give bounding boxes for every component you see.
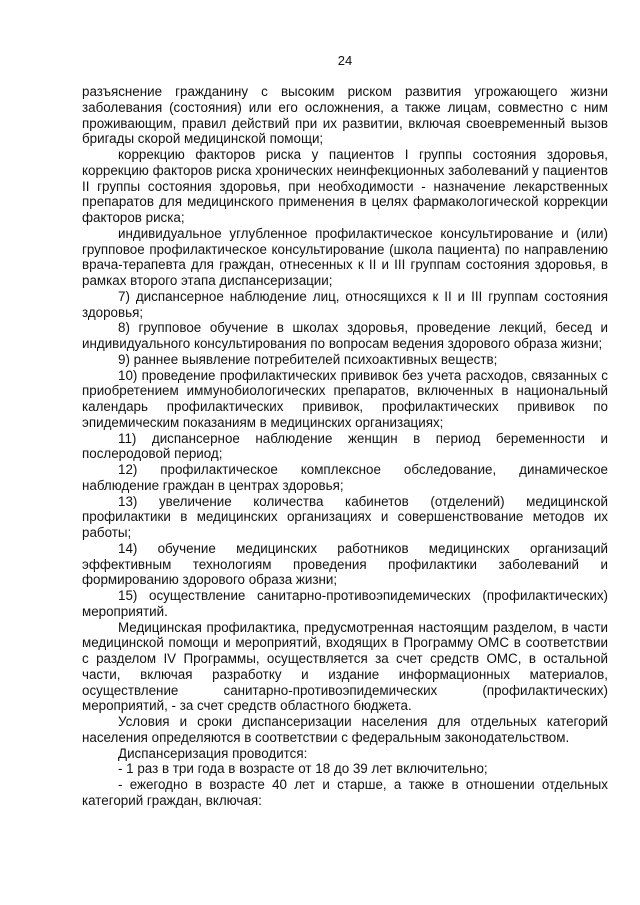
paragraph: Диспансеризация проводится: (118, 745, 308, 761)
list-item: - 1 раз в три года в возрасте от 18 до 39 лет включительно; (118, 761, 488, 777)
paragraph: коррекцию факторов риска у пациентов I группы состояния здоровья, коррекцию факторов риска хронических неинфекционных заболеваний у пациентов II группы состояния здоровья, при необходимости - назначение лекарственных препаратов для медицинского применения в целях фармакологической коррекции факторов риска; (82, 147, 608, 225)
list-item: 11) диспансерное наблюдение женщин в период беременности и послеродовой период; (82, 430, 608, 462)
page-number: 24 (337, 53, 353, 68)
list-item: 15) осуществление санитарно-противоэпидемических (профилактических) мероприятий. (82, 588, 608, 619)
list-item: - ежегодно в возрасте 40 лет и старше, а также в отношении отдельных категорий граждан, включая: (82, 777, 608, 808)
paragraph: Медицинская профилактика, предусмотренная настоящим разделом, в части медицинской помощи и мероприятий, входящих в Программу ОМС в соответствии с разделом IV Программы, осуществляется за счет средств ОМС, в остальной части, включая разработку и издание информационных материалов, осуществление санитарно-противоэпидемических (профилактических) мероприятий, - за счет средств областного бюджета. (82, 619, 608, 714)
list-item: 12) профилактическое комплексное обследование, динамическое наблюдение граждан в центрах здоровья; (82, 462, 608, 493)
list-item: 8) групповое обучение в школах здоровья, проведение лекций, бесед и индивидуального консультирования по вопросам ведения здорового образа жизни; (82, 320, 608, 351)
document-body (82, 84, 608, 809)
document-page (82, 0, 608, 905)
paragraph: разъяснение гражданину с высоким риском развития угрожающего жизни заболевания (состояния) или его осложнения, а также лицам, совместно с ним проживающим, правил действий при их развитии, включая своевременный вызов бригады скорой медицинской помощи; (82, 84, 608, 147)
paragraph: Условия и сроки диспансеризации населения для отдельных категорий населения определяются в соответствии с федеральным законодательством. (82, 714, 608, 745)
list-item: 7) диспансерное наблюдение лиц, относящихся к II и III группам состояния здоровья; (82, 288, 608, 320)
paragraph: индивидуальное углубленное профилактическое консультирование и (или) групповое профилактическое консультирование (школа пациента) по направлению врача-терапевта для граждан, отнесенных к II и III группам состояния здоровья, в рамках второго этапа диспансеризации; (82, 225, 608, 288)
list-item: 10) проведение профилактических прививок без учета расходов, связанных с приобретением иммунобиологических препаратов, включенных в национальный календарь профилактических прививок, профилактических прививок по эпидемическим показаниям в медицинских организациях; (82, 367, 608, 430)
list-item: 9) раннее выявление потребителей психоактивных веществ; (118, 351, 498, 367)
list-item: 13) увеличение количества кабинетов (отделений) медицинской профилактики в медицинских организациях и совершенствование методов их работы; (82, 493, 608, 540)
list-item: 14) обучение медицинских работников медицинских организаций эффективным технологиям проведения профилактики заболеваний и формированию здорового образа жизни; (82, 540, 608, 588)
